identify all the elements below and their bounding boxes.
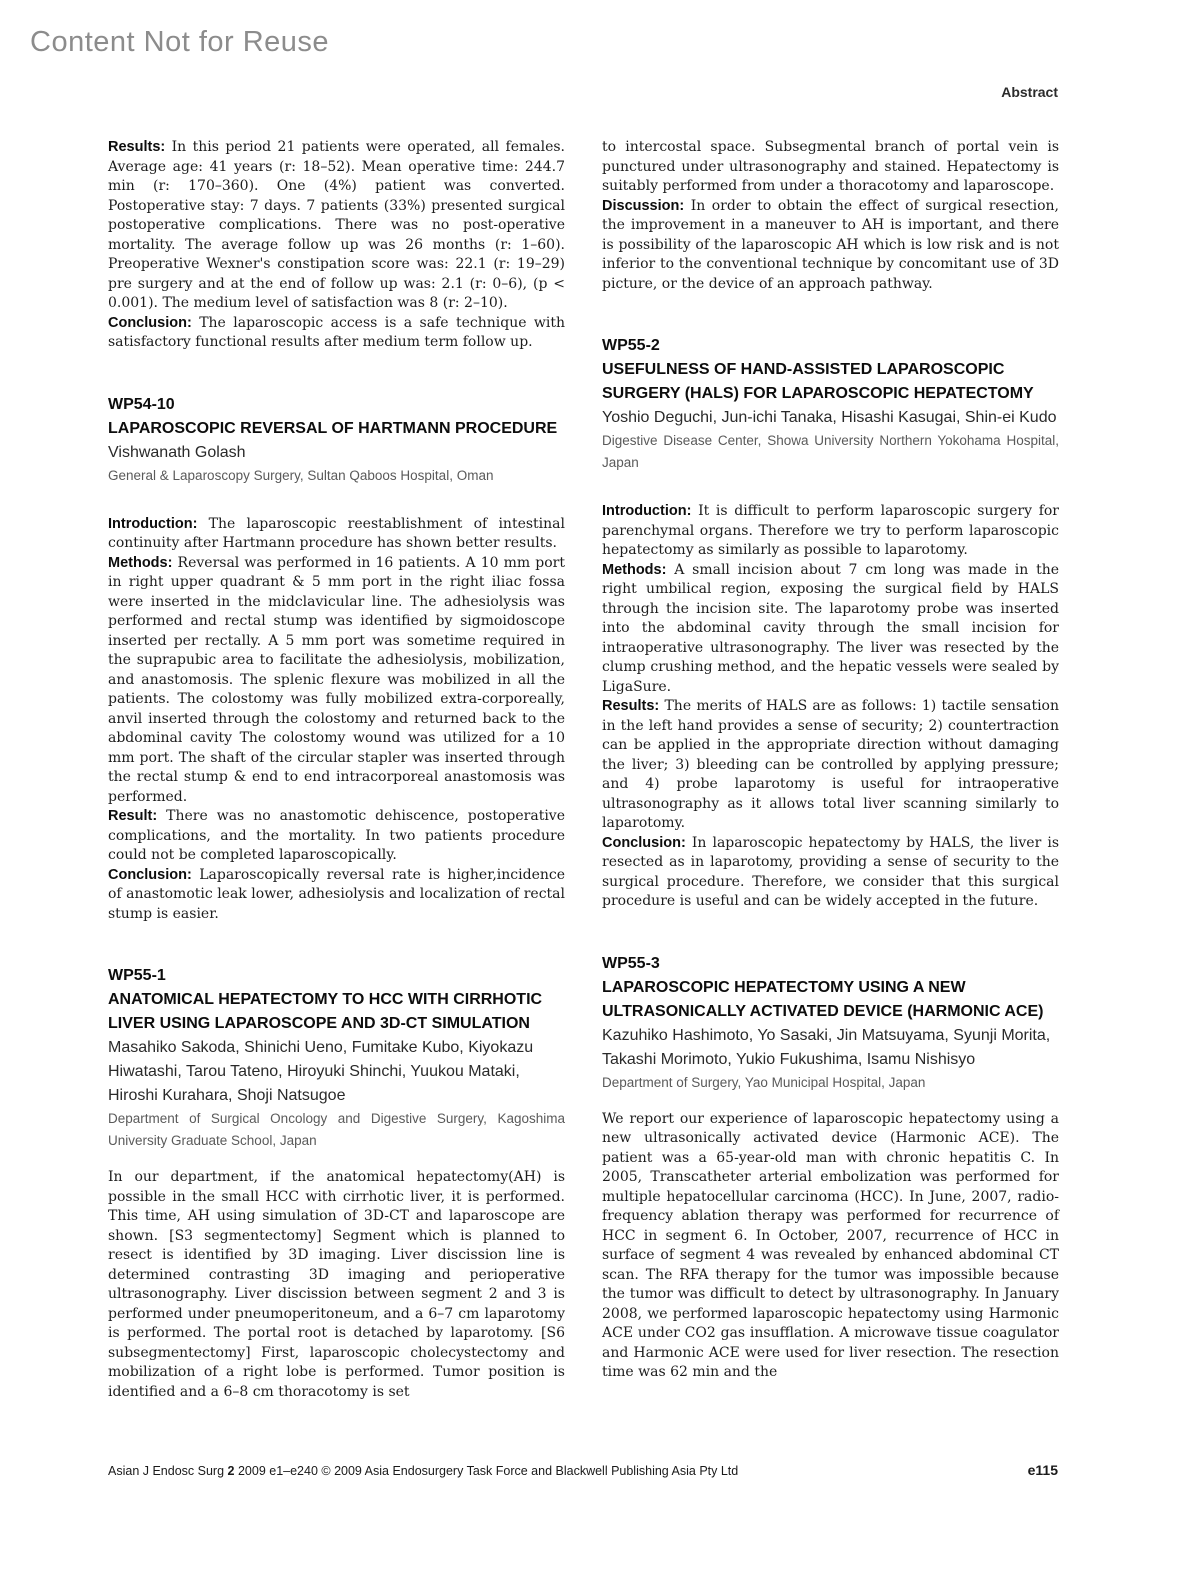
abstract-authors: Vishwanath Golash (108, 443, 246, 461)
page-footer (108, 1462, 1058, 1478)
methods-label: Methods: (602, 561, 667, 578)
abstract-code: WP55-3 (602, 954, 660, 972)
results-text: The merits of HALS are as follows: 1) tactile sensation in the left hand provides a sense of security; 2) countertraction can be applied in the appropriate direction without damaging the liver; 3) bleeding can be controlled by applying pressure; and 4) probe laparotomy is useful for intraoperative ultrasonography as it allows total liver scanning similarly to laparotomy. (602, 698, 1059, 831)
conclusion-text: Laparoscopically reversal rate is higher,incidence of anastomotic leak lower, adhesiolysis and localization of rectal stump is easier. (108, 866, 566, 922)
footer-journal: Asian J Endosc Surg (108, 1464, 225, 1478)
result-paragraph (108, 807, 565, 866)
page-content (108, 138, 1059, 1402)
abstract-authors: Masahiko Sakoda, Shinichi Ueno, Fumitake Kubo, Kiyokazu Hiwatashi, Tarou Tateno, Hiroyuki Shinchi, Yuukou Mataki, Hiroshi Kurahara, Shoji Natsugoe (108, 1039, 534, 1104)
conclusion-paragraph (602, 834, 1059, 912)
methods-paragraph (108, 554, 565, 808)
discussion-text: In order to obtain the effect of surgical resection, the improvement in a maneuver to AH is important, and there is possibility of the laparoscopic AH which is low risk and is not inferior to the conventional technique by concomitant use of 3D picture, or the device of an approach pathway. (602, 197, 1059, 292)
methods-text: Reversal was performed in 16 patients. A 10 mm port in right upper quadrant & 5 mm port in the right iliac fossa were inserted in the midclavicular line. The adhesiolysis was performed and rectal stump was identified by sigmoidoscope inserted per rectally. A 5 mm port was sometime required in the suprapubic area to facilitate the adhesiolysis, mobilization, and anastomosis. The splenic flexure was mobilized in all the patients. The colostomy was fully mobilized extra-corporeally, anvil inserted through the colostomy and returned back to the abdominal cavity The colostomy wound was utilized for a 10 mm port. The shaft of the circular stapler was inserted through the rectal stump & end to end intracorporeal anastomosis was performed. (108, 554, 565, 805)
abstract-code: WP55-2 (602, 337, 660, 354)
results-text: In this period 21 patients were operated, all females. Average age: 41 years (r: 18–52). Mean operative time: 244.7 min (r: 170–360). One (4%) patient was converted. Postoperative stay: 7 days. 7 patients (33%) presented surgical postoperative complications. There was no post-operative mortality. The average follow up was 26 months (r: 1–60). Preoperative Wexner's constipation score was: 22.1 (r: 19–29) pre surgery and at the end of follow up was: 2.1 (r: 0–6), (p < 0.001). The medium level of satisfaction was 8 (r: 2–10). (108, 139, 566, 311)
abstract-title: USEFULNESS OF HAND-ASSISTED LAPAROSCOPIC SURGERY (HALS) FOR LAPAROSCOPIC HEPATECTOMY (602, 361, 1034, 402)
abstract-body: We report our experience of laparoscopic hepatectomy using a new ultrasonically activated device (Harmonic ACE). The patient was a 65-year-old man with chronic hepatitis C. In 2005, Transcatheter arterial embolization was performed for multiple hepatocellular carcinoma (HCC). In June, 2007, radio-frequency ablation therapy was performed for recurrence of HCC in segment 6. In October, 2007, recurrence of HCC in surface of segment 4 was revealed by enhanced abdominal CT scan. The RFA therapy for the tumor was impossible because the tumor was difficult to detect by ultrasonography. In January 2008, we performed laparoscopic hepatectomy using Harmonic ACE under CO2 gas insufflation. A microwave tissue coagulator and Harmonic ACE were used for liver resection. The resection time was 62 min and the (602, 1110, 1059, 1380)
running-head: Abstract (1001, 84, 1058, 100)
abstract-affiliation: Department of Surgical Oncology and Digestive Surgery, Kagoshima University Graduate School, Japan (108, 1111, 565, 1148)
footer-volume: 2 (227, 1464, 235, 1478)
abstract-paragraphs (602, 502, 1059, 912)
abstract-title: LAPAROSCOPIC REVERSAL OF HARTMANN PROCEDURE (108, 419, 558, 437)
introduction-paragraph (602, 502, 1059, 561)
methods-text: A small incision about 7 cm long was made in the right umbilical region, exposing the surgical field by HALS through the incision site. The laparotomy probe was inserted into the abdominal cavity through the small incision for intraoperative ultrasonography. The liver was resected by the clump crushing method, and the hepatic vessels were sealed by LigaSure. (602, 561, 1060, 695)
continuation-paragraph: to intercostal space. Subsegmental branch of portal vein is punctured under ultrasonography and stained. Hepatectomy is suitably performed from under a thoracotomy and laparoscope. (602, 139, 1059, 194)
methods-label: Methods: (108, 554, 173, 571)
abstract-title: LAPAROSCOPIC HEPATECTOMY USING A NEW ULTRASONICALLY ACTIVATED DEVICE (HARMONIC ACE) (602, 978, 1044, 1020)
abstract-authors: Yoshio Deguchi, Jun-ichi Tanaka, Hisashi Kasugai, Shin-ei Kudo (602, 409, 1057, 426)
results-label: Results: (602, 698, 660, 714)
abstract-affiliation: Digestive Disease Center, Showa University Northern Yokohama Hospital, Japan (602, 433, 1059, 470)
results-paragraph (108, 138, 565, 314)
abstract-wp54-10 (108, 393, 565, 925)
abstract-title: ANATOMICAL HEPATECTOMY TO HCC WITH CIRRHOTIC LIVER USING LAPAROSCOPE AND 3D-CT SIMULATION (108, 991, 543, 1032)
conclusion-label: Conclusion: (602, 834, 686, 851)
introduction-text: The laparoscopic reestablishment of intestinal continuity after Hartmann procedure has shown better results. (108, 515, 565, 551)
abstract-code: WP54-10 (108, 395, 175, 413)
abstract-wp55-2 (602, 334, 1059, 912)
conclusion-text: The laparoscopic access is a safe technique with satisfactory functional results after medium term follow up. (108, 314, 566, 350)
abstract-affiliation: Department of Surgery, Yao Municipal Hospital, Japan (602, 1074, 926, 1090)
results-label: Results: (108, 139, 166, 155)
conclusion-paragraph (108, 866, 565, 925)
methods-paragraph (602, 561, 1059, 698)
result-text: There was no anastomotic dehiscence, postoperative complications, and the mortality. In two patients procedure could not be completed laparoscopically. (108, 808, 565, 863)
discussion-label: Discussion: (602, 197, 685, 214)
result-label: Result: (108, 808, 158, 824)
abstract-wp55-1 (108, 964, 565, 1402)
footer-citation (108, 1464, 738, 1478)
left-column (108, 138, 565, 1402)
conclusion-label: Conclusion: (108, 866, 192, 883)
abstract-body: In our department, if the anatomical hepatectomy(AH) is possible in the small HCC with cirrhotic liver, it is performed. This time, AH using simulation of 3D-CT and laparoscope are shown. [S3 segmentectomy] Segment which is planned to resect is identified by 3D imaging. Liver discission line is determined contrasting 3D imaging and perioperative ultrasonography. Liver discission between segment 2 and 3 is performed under pneumoperitoneum, and a 6–7 cm laparotomy is performed. The portal root is detached by laparotomy. [S6 subsegmentectomy] First, laparoscopic cholecystectomy and mobilization of a right lobe is performed. Tumor position is identified and a 6–8 cm thoracotomy is set (108, 1169, 565, 1400)
watermark-text: Content Not for Reuse (30, 26, 330, 58)
conclusion-label: Conclusion: (108, 314, 192, 331)
introduction-label: Introduction: (602, 503, 692, 519)
discussion-paragraph (602, 197, 1059, 295)
footer-page-number: e115 (1027, 1462, 1058, 1478)
footer-issue-info: 2009 e1–e240 © 2009 Asia Endosurgery Task Force and Blackwell Publishing Asia Pty Ltd (237, 1464, 739, 1478)
abstract-code: WP55-1 (108, 967, 166, 984)
conclusion-text: In laparoscopic hepatectomy by HALS, the liver is resected as in laparotomy, providing a sense of security to the surgical procedure. Therefore, we consider that this surgical procedure is useful and can be widely accepted in the future. (602, 834, 1059, 909)
right-column (602, 138, 1059, 1402)
results-paragraph (602, 697, 1059, 834)
abstract-wp55-3 (602, 952, 1059, 1383)
abstract-authors: Kazuhiko Hashimoto, Yo Sasaki, Jin Matsuyama, Syunji Morita, Takashi Morimoto, Yukio Fukushima, Isamu Nishisyo (602, 1026, 1051, 1068)
abstract-affiliation: General & Laparoscopy Surgery, Sultan Qaboos Hospital, Oman (108, 467, 494, 483)
introduction-text: It is difficult to perform laparoscopic surgery for parenchymal organs. Therefore we try to perform laparoscopic hepatectomy as similarly as possible to laparotomy. (602, 503, 1059, 558)
abstract-paragraphs (108, 515, 565, 925)
conclusion-paragraph (108, 314, 565, 353)
introduction-paragraph (108, 515, 565, 554)
introduction-label: Introduction: (108, 515, 198, 532)
